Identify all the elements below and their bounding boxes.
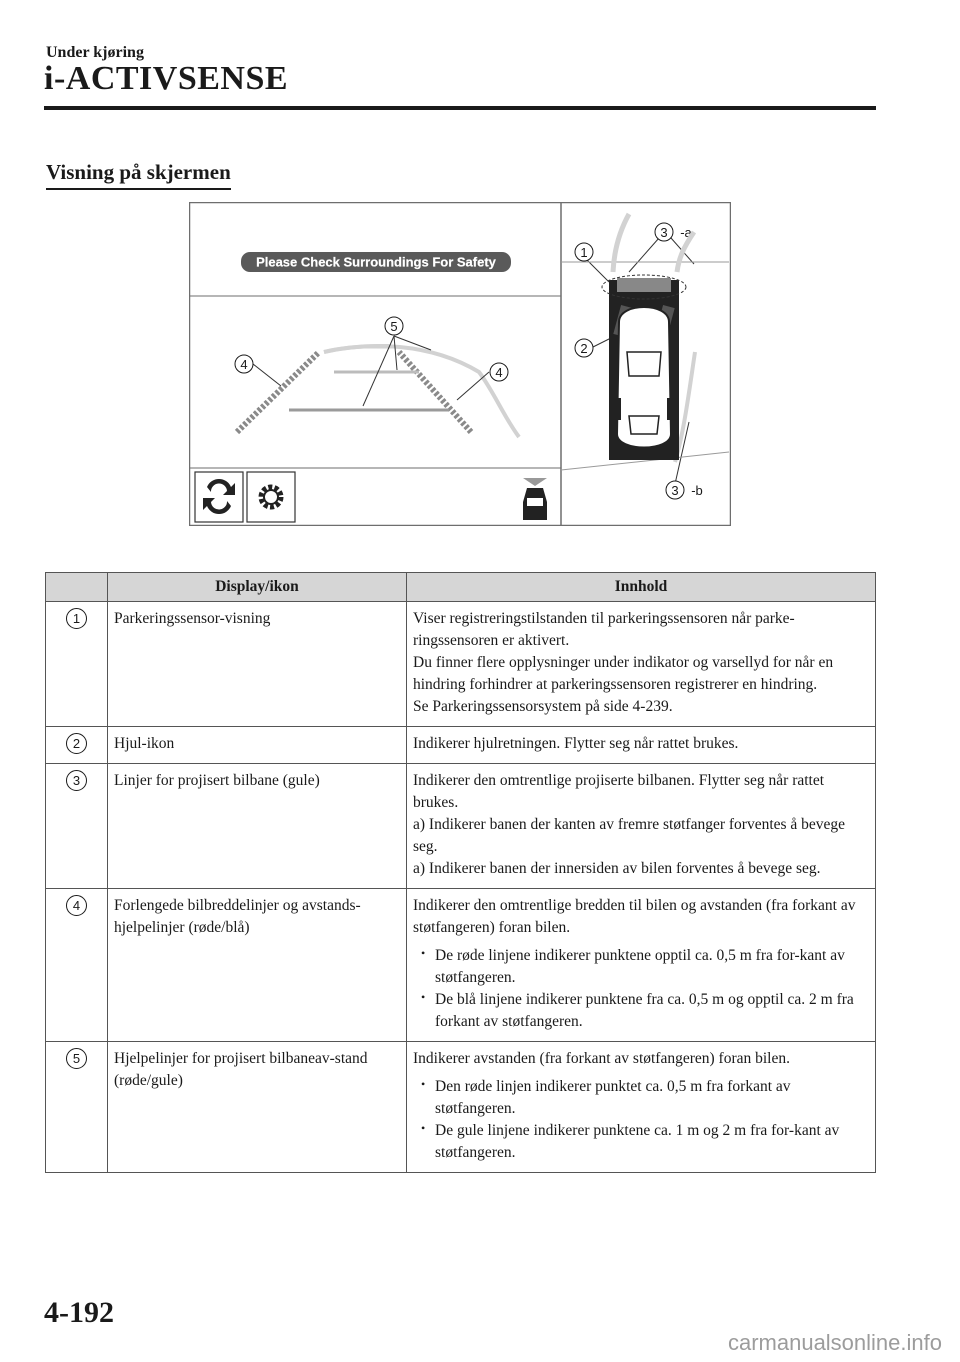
- table-row: [46, 889, 876, 1042]
- settings-button[interactable]: [247, 472, 295, 522]
- row-content: Indikerer avstanden (fra forkant av støtfangeren) foran bilen. • Den røde linjen indikerer punktet ca. 0,5 m fra forkant av støtfangeren. • De gule linjene indikerer punktene ca. 1 m og 2 m fra for-kant av støtfangeren.: [407, 1042, 876, 1173]
- svg-text:5: 5: [390, 319, 398, 334]
- header-rule: [44, 106, 876, 110]
- table-row: [46, 1042, 876, 1173]
- row-content: Indikerer den omtrentlige projiserte bilbanen. Flytter seg når rattet brukes. a) Indikerer banen der kanten av fremre støtfanger forventes å bevege seg. a) Indikerer banen der innersiden av bilen forventes å bevege seg.: [407, 764, 876, 889]
- row-content: Indikerer hjulretningen. Flytter seg når rattet brukes.: [407, 727, 876, 764]
- sub-heading: Visning på skjermen: [46, 160, 231, 190]
- header-num: [46, 573, 108, 602]
- safety-banner: [241, 252, 511, 272]
- row-label: Hjelpelinjer for projisert bilbaneav-stand (røde/gule): [108, 1042, 407, 1173]
- bullet-item: • De blå linjene indikerer punktene fra ca. 0,5 m og opptil ca. 2 m fra forkant av støtfangeren.: [435, 989, 869, 1033]
- callout-4-right: [490, 363, 508, 381]
- info-table: [45, 572, 876, 1173]
- screen-diagram: [189, 202, 731, 526]
- view-switch-button[interactable]: [195, 472, 243, 522]
- bullet-list: [413, 945, 869, 1033]
- table-header-row: [46, 573, 876, 602]
- row-content: Indikerer den omtrentlige bredden til bilen og avstanden (fra forkant av støtfangeren) foran bilen. • De røde linjene indikerer punktene opptil ca. 0,5 m fra for-kant av støtfangeren. • De blå linjene indikerer punktene fra ca. 0,5 m og opptil ca. 2 m fra forkant av støtfangeren.: [407, 889, 876, 1042]
- bullet-list: [413, 1076, 869, 1164]
- row-label: Hjul-ikon: [108, 727, 407, 764]
- row-content: Viser registreringstilstanden til parkeringssensoren når parke-ringssensoren er aktivert. Du finner flere opplysninger under indikator og varsellyd for når en hindring forhindrer at parkeringssensoren registrerer en hindring. Se Parkeringssensorsystem på side 4-239.: [407, 602, 876, 727]
- svg-text:4: 4: [240, 357, 248, 372]
- header-content: Innhold: [407, 573, 876, 602]
- row-number: 2: [66, 733, 87, 754]
- table-row: [46, 602, 876, 727]
- bullet-item: • De gule linjene indikerer punktene ca. 1 m og 2 m fra for-kant av støtfangeren.: [435, 1120, 869, 1164]
- svg-text:-b: -b: [691, 483, 703, 498]
- row-number: 4: [66, 895, 87, 916]
- page-number: 4-192: [44, 1296, 114, 1329]
- svg-text:3: 3: [660, 225, 668, 240]
- bullet-item: • Den røde linjen indikerer punktet ca. 0,5 m fra forkant av støtfangeren.: [435, 1076, 869, 1120]
- row-number: 3: [66, 770, 87, 791]
- callout-2: [575, 339, 593, 357]
- bullet-item: • De røde linjene indikerer punktene opptil ca. 0,5 m fra for-kant av støtfangeren.: [435, 945, 869, 989]
- chapter-title: i-ACTIVSENSE: [44, 60, 289, 97]
- row-label: Linjer for projisert bilbane (gule): [108, 764, 407, 889]
- svg-text:1: 1: [580, 245, 588, 260]
- table-row: [46, 764, 876, 889]
- callout-4-left: [235, 355, 253, 373]
- row-number: 1: [66, 608, 87, 629]
- callout-1: [575, 243, 593, 261]
- watermark: carmanualsonline.info: [727, 1330, 942, 1355]
- svg-text:3: 3: [671, 483, 679, 498]
- svg-text:-a: -a: [680, 225, 692, 240]
- header-display: Display/ikon: [108, 573, 407, 602]
- svg-text:4: 4: [495, 365, 503, 380]
- svg-text:2: 2: [580, 341, 588, 356]
- row-number: 5: [66, 1048, 87, 1069]
- table-row: [46, 727, 876, 764]
- row-label: Parkeringssensor-visning: [108, 602, 407, 727]
- row-label: Forlengede bilbreddelinjer og avstands-hjelpelinjer (røde/blå): [108, 889, 407, 1042]
- banner-text: Please Check Surroundings For Safety: [256, 254, 496, 270]
- callout-5: [385, 317, 403, 335]
- section-label: Under kjøring: [46, 44, 144, 61]
